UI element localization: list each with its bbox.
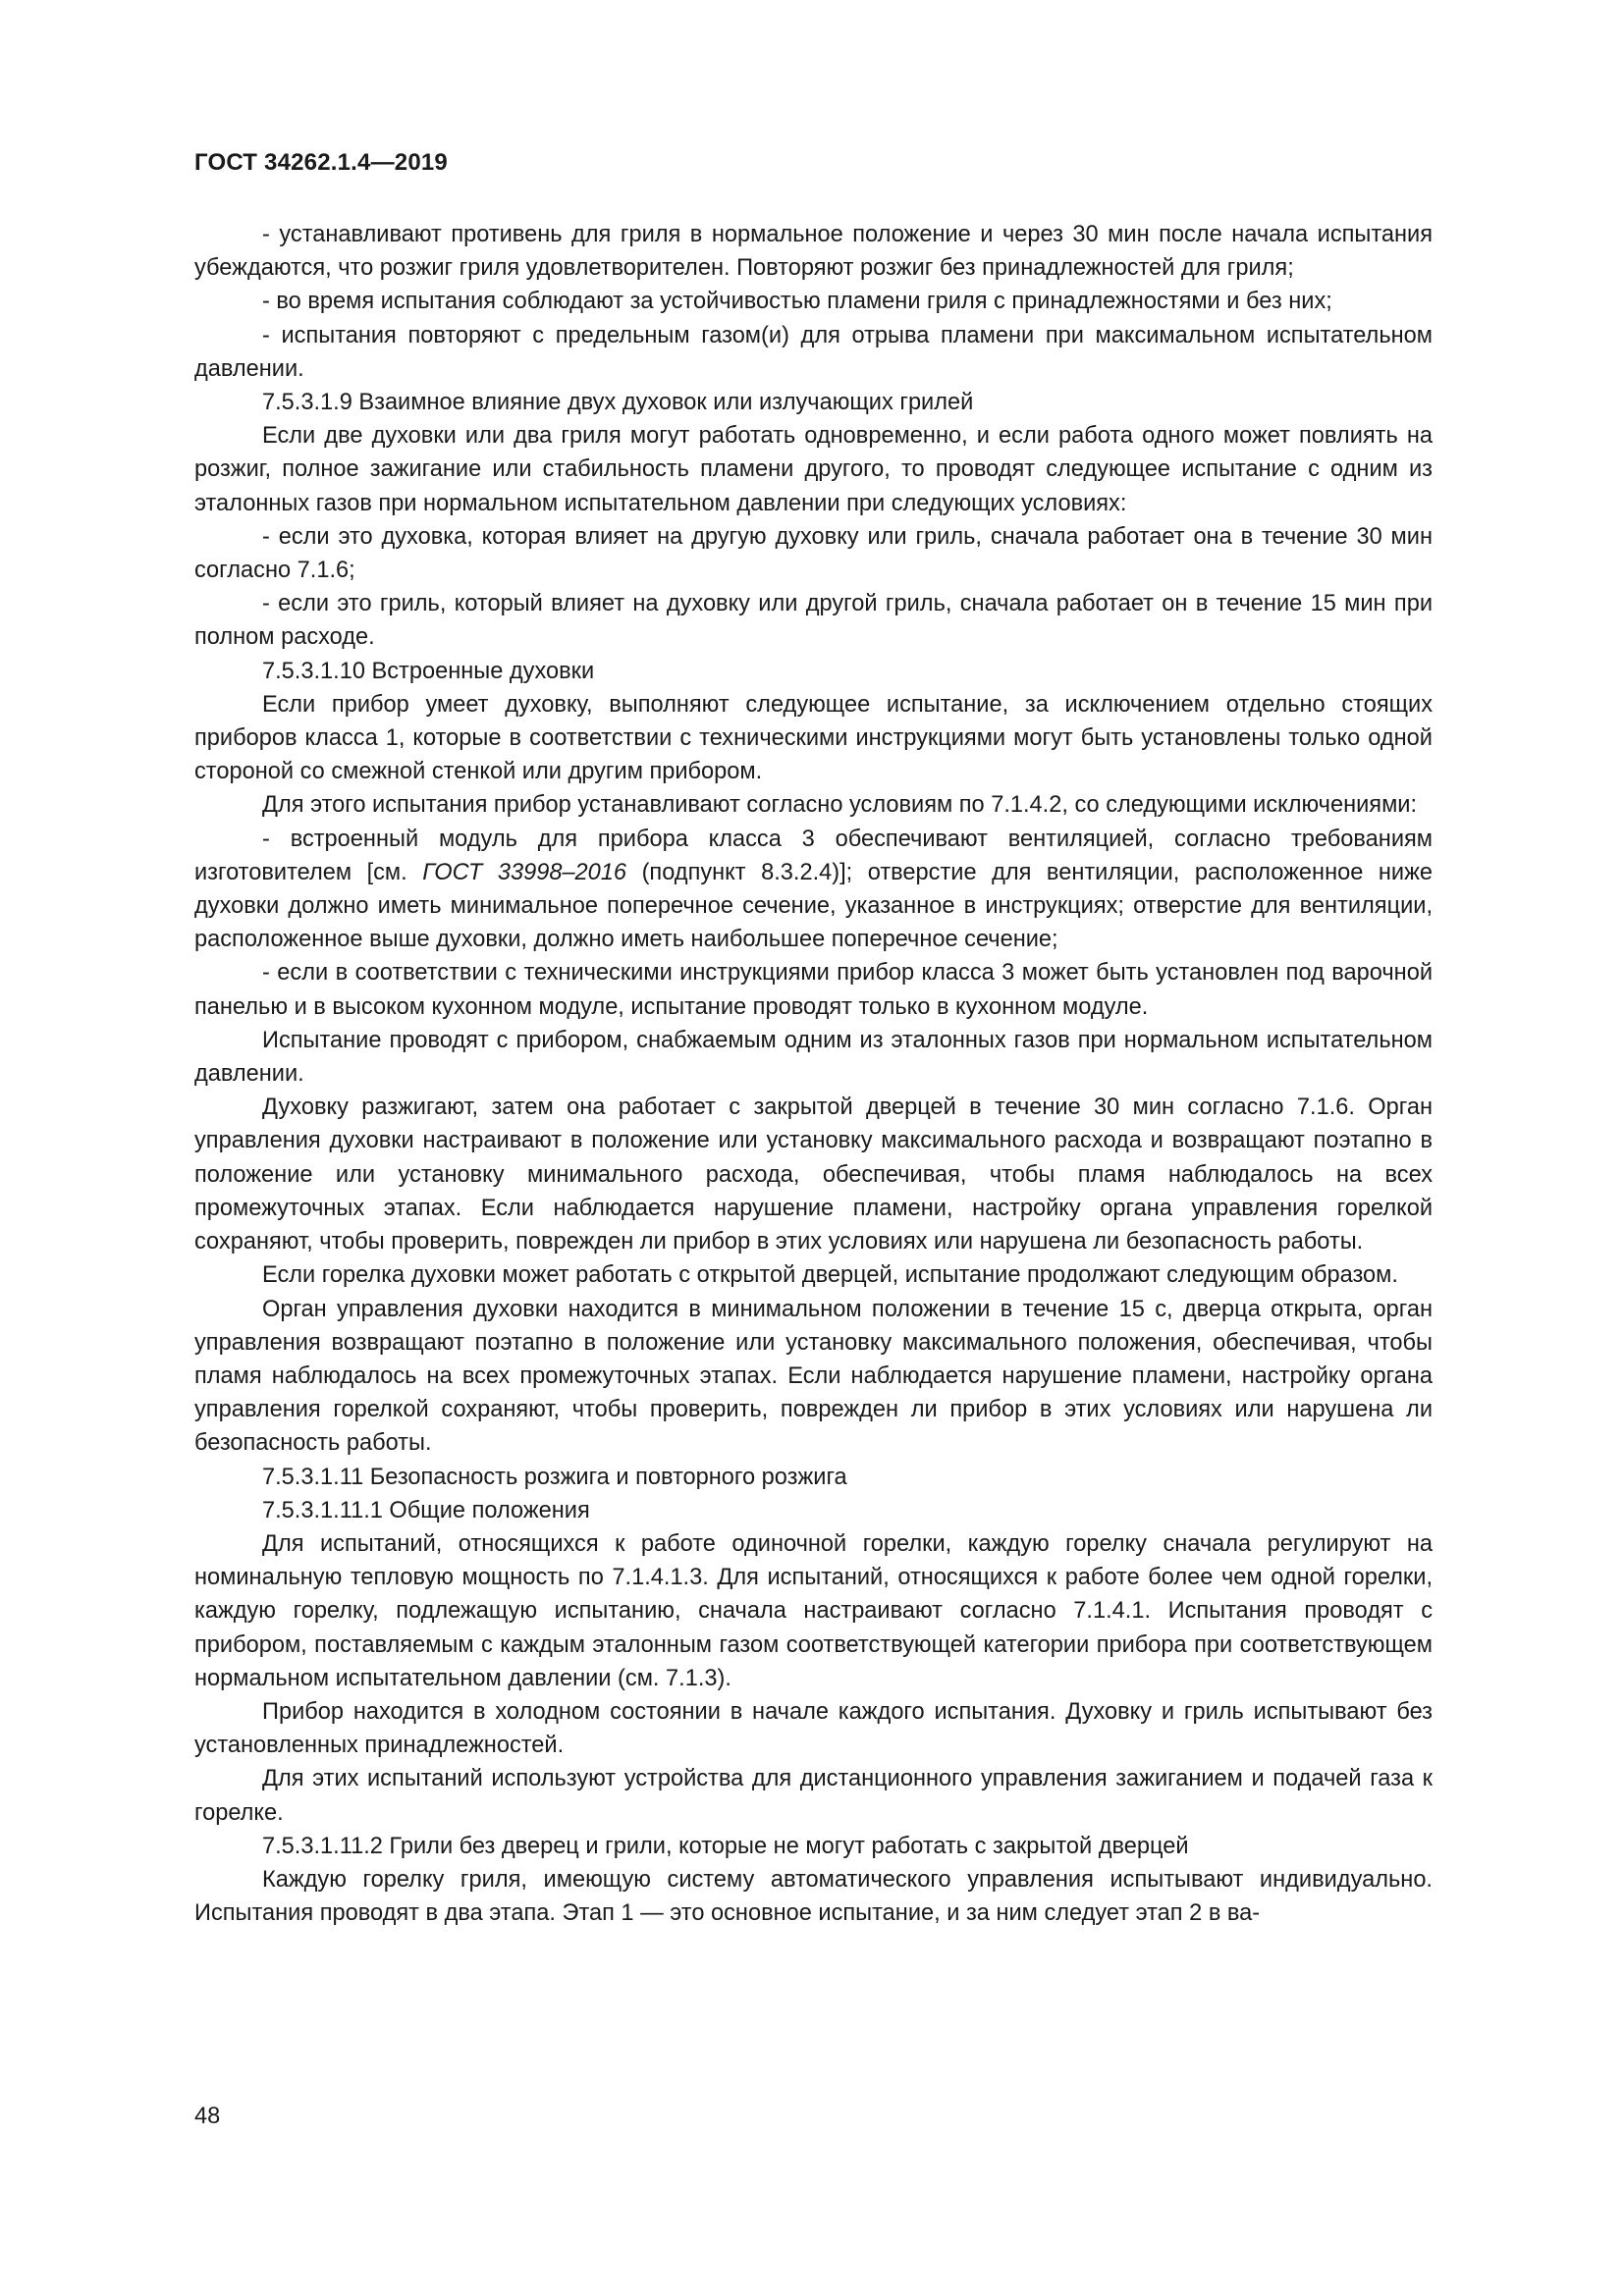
section-heading: 7.5.3.1.10 Встроенные духовки [262, 658, 595, 684]
paragraph [194, 823, 1433, 957]
document-header: ГОСТ 34262.1.4—2019 [194, 149, 448, 176]
paragraph: - устанавливают противень для гриля в нормальное положение и через 30 мин после начала испытания убеждаются, что розжиг гриля удовлетворителен. Повторяют розжиг без принадлежностей для гриля; [194, 222, 1433, 282]
paragraph: Если горелка духовки может работать с открытой дверцей, испытание продолжают следующим образом. [262, 1262, 1398, 1289]
paragraph: Для испытаний, относящихся к работе одиночной горелки, каждую горелку сначала регулируют на номинальную тепловую мощность по 7.1.4.1.3. Для испытаний, относящихся к работе более чем одной горелки, каждую горелку, подлежащую испытанию, сначала настраивают согласно 7.1.4.1. Испытания проводят с прибором, поставляемым с каждым эталонным газом соответствующей категории прибора при соответствующем нормальном испытательном давлении (см. 7.1.3). [194, 1530, 1433, 1691]
paragraph: - если это гриль, который влияет на духовку или другой гриль, сначала работает он в течение 15 мин при полном расходе. [194, 591, 1433, 651]
page-number: 48 [194, 2104, 221, 2129]
section-heading: 7.5.3.1.9 Взаимное влияние двух духовок или излучающих грилей [262, 390, 974, 416]
standard-reference: ГОСТ 33998–2016 [422, 859, 627, 885]
paragraph-text: (подпункт 8.3.2.4)]; отверстие для вентиляции, расположенное ниже духовки должно иметь минимальное поперечное сечение, указанное в инструкциях; отверстие для вентиляции, расположенное выше духовки, должно иметь наибольшее поперечное сечение; [194, 859, 1433, 953]
document-body [194, 218, 1433, 1930]
paragraph: Если прибор умеет духовку, выполняют следующее испытание, за исключением отдельно стоящих приборов класса 1, которые в соответствии с техническими инструкциями могут быть установлены только одной стороной со смежной стенкой или другим прибором. [194, 691, 1433, 785]
section-heading: 7.5.3.1.11.1 Общие положения [262, 1497, 590, 1523]
paragraph: Духовку разжигают, затем она работает с закрытой дверцей в течение 30 мин согласно 7.1.6. Орган управления духовки настраивают в положение или установку максимального расхода и возвращают поэтапно в положение или установку минимального расхода, обеспечивая, чтобы пламя наблюдалось на всех промежуточных этапах. Если наблюдается нарушение пламени, настройку органа управления горелкой сохраняют, чтобы проверить, поврежден ли прибор в этих условиях или нарушена ли безопасность работы. [194, 1095, 1433, 1255]
paragraph-text: - встроенный модуль для прибора класса 3 обеспечивают вентиляцией, согласно требованиям изготовителем [см. [194, 826, 1433, 885]
paragraph: Испытание проводят с прибором, снабжаемым одним из эталонных газов при нормальном испытательном давлении. [194, 1027, 1433, 1088]
paragraph: Для этих испытаний используют устройства для дистанционного управления зажиганием и подачей газа к горелке. [194, 1766, 1433, 1826]
section-heading: 7.5.3.1.11 Безопасность розжига и повторного розжига [262, 1464, 847, 1490]
paragraph: Орган управления духовки находится в минимальном положении в течение 15 с, дверца открыта, орган управления возвращают поэтапно в положение или установку максимального положения, обеспечивая, чтобы пламя наблюдалось на всех промежуточных этапах. Если наблюдается нарушение пламени, настройку органа управления горелкой сохраняют, чтобы проверить, поврежден ли прибор в этих условиях или нарушена ли безопасность работы. [194, 1296, 1433, 1457]
paragraph: - если это духовка, которая влияет на другую духовку или гриль, сначала работает она в течение 30 мин согласно 7.1.6; [194, 523, 1433, 584]
paragraph: - если в соответствии с техническими инструкциями прибор класса 3 может быть установлен под варочной панелью и в высоком кухонном модуле, испытание проводят только в кухонном модуле. [194, 960, 1433, 1020]
paragraph: - испытания повторяют с предельным газом(и) для отрыва пламени при максимальном испытательном давлении. [194, 322, 1433, 382]
paragraph: Если две духовки или два гриля могут работать одновременно, и если работа одного может повлиять на розжиг, полное зажигание или стабильность пламени другого, то проводят следующее испытание с одним из эталонных газов при нормальном испытательном давлении при следующих условиях: [194, 423, 1433, 516]
paragraph: - во время испытания соблюдают за устойчивостью пламени гриля с принадлежностями и без них; [262, 289, 1332, 315]
section-heading: 7.5.3.1.11.2 Грили без дверец и грили, которые не могут работать с закрытой дверцей [262, 1833, 1189, 1859]
paragraph: Для этого испытания прибор устанавливают согласно условиям по 7.1.4.2, со следующими исключениями: [262, 792, 1418, 819]
paragraph: Каждую горелку гриля, имеющую систему автоматического управления испытывают индивидуально. Испытания проводят в два этапа. Этап 1 — это основное испытание, и за ним следует этап 2 в ва- [194, 1866, 1433, 1927]
paragraph: Прибор находится в холодном состоянии в начале каждого испытания. Духовку и гриль испытывают без установленных принадлежностей. [194, 1698, 1433, 1759]
